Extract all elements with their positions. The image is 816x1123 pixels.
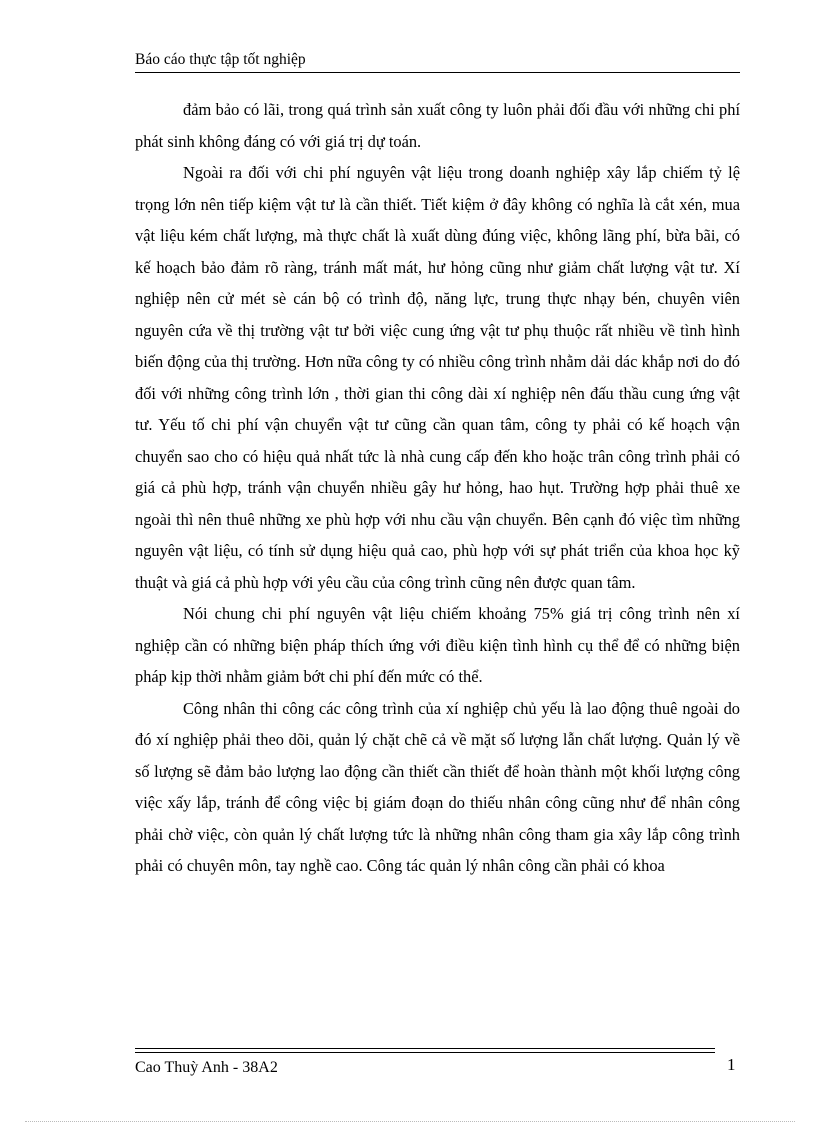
footer-rule-top — [135, 1048, 715, 1049]
paragraph-3: Nói chung chi phí nguyên vật liệu chiếm khoảng 75% giá trị công trình nên xí nghiệp cần có những biện pháp thích ứng với điều kiện tình hình cụ thể để có những biện pháp kịp thời nhằm giảm bớt chi phí đến mức có thể. — [135, 604, 740, 686]
footer-rule-bottom — [135, 1052, 715, 1053]
page-header — [135, 49, 740, 73]
document-body — [135, 94, 740, 882]
paragraph-2: Ngoài ra đối với chi phí nguyên vật liệu trong doanh nghiệp xây lắp chiếm tỷ lệ trọng lớn nên tiếp kiệm vật tư là cần thiết. Tiết kiệm ở đây không có nghĩa là cắt xén, mua vật liệu kém chất lượng, mà thực chất là xuất dùng đúng việc, không lãng phí, bừa bãi, có kế hoạch bảo đảm rõ ràng, tránh mất mát, hư hỏng cũng như giảm chất lượng vật tư. Xí nghiệp nên cử mét sè cán bộ có trình độ, năng lực, trung thực nhạy bén, chuyên viên nguyên cứa về thị trường vật tư bởi việc cung ứng vật tư phụ thuộc rất nhiều về tình hình biến động của thị trường. Hơn nữa công ty có nhiều công trình nhằm dải dác khắp nơi do đó đối với những công trình lớn , thời gian thi công dài xí nghiệp nên đấu thầu cung ứng vật tư. Yếu tố chi phí vận chuyển vật tư cũng cần quan tâm, công ty phải có kế hoạch vận chuyển sao cho có hiệu quả nhất tức là nhà cung cấp đến kho hoặc trân công trình phải có giá cả phù hợp, tránh vận chuyển nhiều gây hư hỏng, hao hụt. Trường hợp phải thuê xe ngoài thì nên thuê những xe phù hợp với nhu cầu vận chuyển. Bên cạnh đó việc tìm những nguyên vật liệu, có tính sử dụng hiệu quả cao, phù hợp với sự phát triển của khoa học kỹ thuật và giá cả phù hợp với yêu cầu của công trình cũng nên được quan tâm. — [135, 163, 740, 592]
header-title: Báo cáo thực tập tốt nghiệp — [135, 51, 306, 68]
paragraph-4: Công nhân thi công các công trình của xí nghiệp chủ yếu là lao động thuê ngoài do đó xí nghiệp phải theo dõi, quản lý chặt chẽ cả về mặt số lượng lẫn chất lượng. Quản lý về số lượng sẽ đảm bảo lượng lao động cần thiết cần thiết để hoàn thành một khối lượng công việc xấy lắp, tránh để công việc bị giám đoạn do thiếu nhân công cũng như để nhân công phải chờ việc, còn quản lý chất lượng tức là những nhân công tham gia xây lắp công trình phải có chuyên môn, tay nghề cao. Công tác quản lý nhân công cần phải có khoa — [135, 698, 740, 875]
page-number: 1 — [727, 1055, 736, 1074]
page-bottom-dotted-line — [25, 1121, 795, 1122]
footer-author: Cao Thuỳ Anh - 38A2 — [135, 1059, 278, 1076]
paragraph-1: đảm bảo có lãi, trong quá trình sản xuất công ty luôn phải đối đầu với những chi phí phát sinh không đáng có với giá trị dự toán. — [135, 100, 740, 151]
